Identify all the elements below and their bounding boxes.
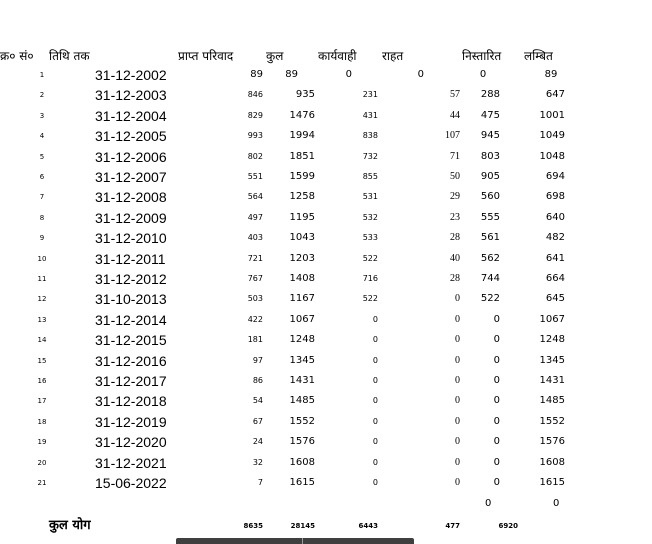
cell-sn: 1 bbox=[39, 71, 45, 79]
cell-disposed: 562 bbox=[480, 252, 500, 264]
cell-total: 1203 bbox=[289, 252, 315, 264]
cell-received: 89 bbox=[250, 69, 263, 80]
cell-disposed: 560 bbox=[480, 191, 500, 203]
cell-pending: 1485 bbox=[539, 395, 565, 407]
cell-action: 0 bbox=[345, 69, 352, 80]
cell-disposed: 0 bbox=[493, 354, 500, 366]
cell-relief: 107 bbox=[445, 130, 460, 142]
cell-relief: 50 bbox=[450, 171, 460, 182]
cell-relief: 28 bbox=[450, 232, 460, 244]
cell-sn: 10 bbox=[37, 254, 47, 263]
cell-pending: 640 bbox=[545, 211, 565, 223]
table-row bbox=[0, 351, 652, 371]
cell-pending: 1576 bbox=[539, 436, 565, 448]
cell-date: 31-12-2018 bbox=[95, 393, 167, 410]
cell-relief: 0 bbox=[455, 436, 460, 448]
cell-total: 1485 bbox=[289, 395, 315, 407]
cell-sn: 21 bbox=[37, 479, 47, 487]
cell-total: 1043 bbox=[289, 232, 315, 244]
cell-total: 1851 bbox=[289, 150, 315, 162]
cell-total: 1408 bbox=[289, 273, 315, 284]
cell-sn: 3 bbox=[39, 111, 45, 120]
totals-received: 8635 bbox=[243, 522, 263, 530]
totals-relief: 477 bbox=[445, 522, 460, 530]
cell-relief: 0 bbox=[455, 456, 460, 468]
cell-date: 31-12-2021 bbox=[95, 454, 167, 471]
table-row bbox=[0, 106, 652, 126]
cell-date: 31-12-2015 bbox=[95, 332, 167, 349]
cell-received: 503 bbox=[247, 294, 263, 304]
cell-sn: 19 bbox=[37, 438, 47, 447]
cell-relief: 0 bbox=[455, 375, 460, 386]
cell-pending: 1067 bbox=[539, 313, 565, 325]
cell-relief: 23 bbox=[450, 211, 460, 223]
cell-sn: 11 bbox=[37, 275, 47, 283]
cell-disposed: 0 bbox=[493, 313, 500, 325]
cell-total: 1345 bbox=[289, 354, 315, 366]
cell-pending: 1248 bbox=[539, 334, 565, 346]
table-row bbox=[0, 432, 652, 452]
cell-relief: 0 bbox=[455, 415, 460, 427]
cell-action: 838 bbox=[362, 131, 378, 141]
cell-date: 31-12-2012 bbox=[95, 271, 167, 287]
cell-action: 855 bbox=[362, 172, 378, 181]
cell-total: 1195 bbox=[289, 211, 315, 223]
cell-sn: 12 bbox=[37, 295, 47, 304]
cell-relief: 0 bbox=[455, 334, 460, 346]
cell-action: 533 bbox=[362, 233, 378, 243]
cell-pending: 641 bbox=[545, 252, 565, 264]
cell-total: 1258 bbox=[289, 191, 315, 203]
table-row bbox=[0, 187, 652, 207]
cell-sn: 5 bbox=[39, 152, 45, 161]
cell-pending: 1049 bbox=[539, 130, 565, 142]
cell-relief: 44 bbox=[450, 109, 460, 121]
table-row bbox=[0, 269, 652, 289]
totals-total: 28145 bbox=[290, 522, 315, 530]
header-disposed: निस्तारित bbox=[462, 49, 502, 63]
cell-received: 86 bbox=[252, 376, 263, 385]
table-row bbox=[0, 412, 652, 432]
cell-disposed: 0 bbox=[493, 477, 500, 488]
cell-total: 1067 bbox=[289, 313, 315, 325]
cell-relief: 29 bbox=[450, 191, 460, 203]
cell-pending: 1431 bbox=[539, 375, 565, 386]
cell-relief: 0 bbox=[455, 313, 460, 325]
cell-action: 231 bbox=[362, 90, 378, 100]
header-action: कार्यवाही bbox=[318, 49, 357, 63]
cell-relief: 0 bbox=[455, 395, 460, 407]
table-row bbox=[0, 453, 652, 473]
cell-received: 97 bbox=[252, 355, 263, 365]
cell-sn: 13 bbox=[37, 315, 47, 324]
cell-action: 0 bbox=[372, 396, 378, 406]
cell-pending: 1048 bbox=[539, 150, 565, 162]
cell-relief: 0 bbox=[455, 293, 460, 305]
header-serial-number: क्र० सं० bbox=[0, 49, 34, 63]
cell-disposed: 803 bbox=[480, 150, 500, 162]
cell-disposed: 555 bbox=[480, 211, 500, 223]
cell-disposed: 288 bbox=[480, 89, 500, 101]
table-row bbox=[0, 228, 652, 248]
extra-disposed-value: 0 bbox=[485, 498, 492, 509]
cell-received: 993 bbox=[247, 131, 263, 141]
cell-disposed: 0 bbox=[493, 334, 500, 346]
header-total: कुल bbox=[266, 49, 284, 63]
cell-date: 31-12-2016 bbox=[95, 352, 167, 369]
cell-received: 829 bbox=[247, 110, 263, 120]
table-row bbox=[0, 147, 652, 167]
cell-sn: 8 bbox=[39, 213, 45, 222]
header-pending: लम्बित bbox=[524, 49, 553, 63]
table-row bbox=[0, 65, 652, 85]
table-row bbox=[0, 330, 652, 350]
cell-total: 1608 bbox=[289, 456, 315, 468]
cell-total: 935 bbox=[295, 89, 315, 101]
cell-relief: 40 bbox=[450, 252, 460, 264]
cell-pending: 647 bbox=[545, 89, 565, 101]
cell-received: 721 bbox=[247, 253, 263, 263]
cell-sn: 7 bbox=[39, 193, 45, 202]
cell-relief: 0 bbox=[455, 477, 460, 488]
cell-action: 0 bbox=[372, 355, 378, 365]
cell-action: 522 bbox=[362, 253, 378, 263]
cell-received: 422 bbox=[247, 314, 263, 324]
cell-disposed: 475 bbox=[480, 109, 500, 121]
table-row bbox=[0, 473, 652, 493]
cell-total: 1994 bbox=[289, 130, 315, 142]
cell-received: 32 bbox=[252, 457, 263, 467]
cell-date: 31-12-2011 bbox=[95, 250, 166, 267]
cell-action: 0 bbox=[372, 314, 378, 324]
cell-action: 0 bbox=[372, 416, 378, 426]
cell-date: 31-12-2019 bbox=[95, 413, 167, 430]
cell-pending: 1345 bbox=[539, 354, 565, 366]
cell-received: 497 bbox=[247, 212, 263, 222]
table-row bbox=[0, 391, 652, 411]
table-row bbox=[0, 310, 652, 330]
cell-sn: 16 bbox=[37, 377, 47, 385]
cell-action: 0 bbox=[372, 376, 378, 385]
cell-total: 1167 bbox=[289, 293, 315, 305]
cell-disposed: 0 bbox=[493, 395, 500, 407]
cell-action: 531 bbox=[362, 192, 378, 202]
cell-received: 181 bbox=[247, 335, 263, 345]
table-row bbox=[0, 249, 652, 269]
cell-action: 0 bbox=[372, 437, 378, 447]
cell-date: 31-12-2014 bbox=[95, 311, 167, 328]
cell-received: 403 bbox=[247, 233, 263, 243]
cell-sn: 18 bbox=[37, 417, 47, 426]
table-row bbox=[0, 208, 652, 228]
cell-date: 31-12-2005 bbox=[95, 128, 167, 145]
sheet-tab-bar[interactable] bbox=[176, 538, 414, 544]
cell-disposed: 0 bbox=[493, 415, 500, 427]
cell-total: 1476 bbox=[289, 109, 315, 121]
cell-sn: 6 bbox=[39, 173, 45, 181]
cell-total: 1599 bbox=[289, 171, 315, 182]
totals-disposed: 6920 bbox=[498, 522, 518, 530]
cell-disposed: 0 bbox=[493, 436, 500, 448]
totals-label: कुल योग bbox=[49, 518, 91, 533]
cell-sn: 9 bbox=[39, 234, 45, 243]
cell-received: 802 bbox=[247, 151, 263, 161]
cell-action: 0 bbox=[372, 335, 378, 345]
cell-date: 31-12-2020 bbox=[95, 434, 167, 451]
totals-row bbox=[0, 516, 652, 536]
cell-disposed: 744 bbox=[480, 273, 500, 284]
table-row bbox=[0, 289, 652, 309]
cell-action: 0 bbox=[372, 478, 378, 487]
cell-disposed: 522 bbox=[480, 293, 500, 305]
cell-action: 0 bbox=[372, 457, 378, 467]
cell-disposed: 905 bbox=[480, 171, 500, 182]
cell-pending: 645 bbox=[545, 293, 565, 305]
cell-pending: 1552 bbox=[539, 415, 565, 427]
cell-action: 716 bbox=[362, 274, 378, 283]
cell-total: 1431 bbox=[289, 375, 315, 386]
table-row bbox=[0, 126, 652, 146]
header-received: प्राप्त परिवाद bbox=[178, 49, 234, 63]
cell-action: 532 bbox=[362, 212, 378, 222]
cell-sn: 15 bbox=[37, 356, 47, 365]
cell-disposed: 561 bbox=[480, 232, 500, 244]
cell-received: 551 bbox=[247, 172, 263, 181]
cell-date: 31-12-2017 bbox=[95, 373, 167, 389]
cell-date: 31-12-2004 bbox=[95, 107, 167, 124]
totals-action: 6443 bbox=[358, 522, 378, 530]
cell-date: 31-12-2008 bbox=[95, 189, 167, 206]
cell-relief: 71 bbox=[450, 150, 460, 162]
cell-total: 1552 bbox=[289, 415, 315, 427]
table-row bbox=[0, 167, 652, 187]
cell-total: 1615 bbox=[289, 477, 315, 488]
cell-relief: 0 bbox=[455, 354, 460, 366]
cell-date: 31-12-2010 bbox=[95, 230, 167, 247]
cell-relief: 28 bbox=[450, 273, 460, 284]
cell-date: 15-06-2022 bbox=[95, 475, 167, 491]
table-row bbox=[0, 85, 652, 105]
cell-date: 31-12-2006 bbox=[95, 148, 167, 165]
cell-received: 24 bbox=[252, 437, 263, 447]
cell-received: 767 bbox=[247, 274, 263, 283]
cell-date: 31-12-2002 bbox=[95, 67, 167, 83]
cell-sn: 17 bbox=[37, 397, 47, 406]
cell-date: 31-12-2007 bbox=[95, 169, 167, 185]
cell-action: 732 bbox=[362, 151, 378, 161]
cell-pending: 89 bbox=[544, 69, 558, 80]
cell-total: 1248 bbox=[289, 334, 315, 346]
cell-pending: 694 bbox=[545, 171, 565, 182]
header-relief: राहत bbox=[382, 49, 404, 63]
cell-disposed: 0 bbox=[479, 69, 487, 80]
cell-sn: 14 bbox=[37, 336, 47, 345]
cell-pending: 482 bbox=[545, 232, 565, 244]
cell-pending: 1001 bbox=[539, 109, 565, 121]
cell-sn: 2 bbox=[39, 91, 45, 100]
cell-pending: 1608 bbox=[539, 456, 565, 468]
extra-pending-value: 0 bbox=[553, 498, 560, 509]
cell-total: 1576 bbox=[289, 436, 315, 448]
cell-sn: 20 bbox=[37, 458, 47, 467]
cell-action: 522 bbox=[362, 294, 378, 304]
cell-relief: 57 bbox=[450, 89, 460, 101]
cell-date: 31-12-2009 bbox=[95, 209, 167, 226]
cell-received: 54 bbox=[252, 396, 263, 406]
cell-action: 431 bbox=[362, 110, 378, 120]
cell-disposed: 945 bbox=[480, 130, 500, 142]
tab-divider bbox=[302, 538, 303, 544]
cell-total: 89 bbox=[285, 69, 298, 80]
cell-pending: 1615 bbox=[539, 477, 565, 488]
cell-disposed: 0 bbox=[493, 456, 500, 468]
cell-relief: 0 bbox=[417, 69, 424, 80]
header-date: तिथि तक bbox=[49, 49, 90, 63]
table-row bbox=[0, 371, 652, 391]
cell-received: 67 bbox=[252, 416, 263, 426]
cell-disposed: 0 bbox=[493, 375, 500, 386]
cell-received: 7 bbox=[257, 478, 263, 487]
cell-received: 846 bbox=[247, 90, 263, 100]
cell-date: 31-10-2013 bbox=[95, 291, 167, 308]
cell-received: 564 bbox=[247, 192, 263, 202]
cell-date: 31-12-2003 bbox=[95, 87, 167, 104]
cell-pending: 698 bbox=[545, 191, 565, 203]
cell-pending: 664 bbox=[545, 273, 565, 284]
cell-sn: 4 bbox=[39, 132, 45, 141]
